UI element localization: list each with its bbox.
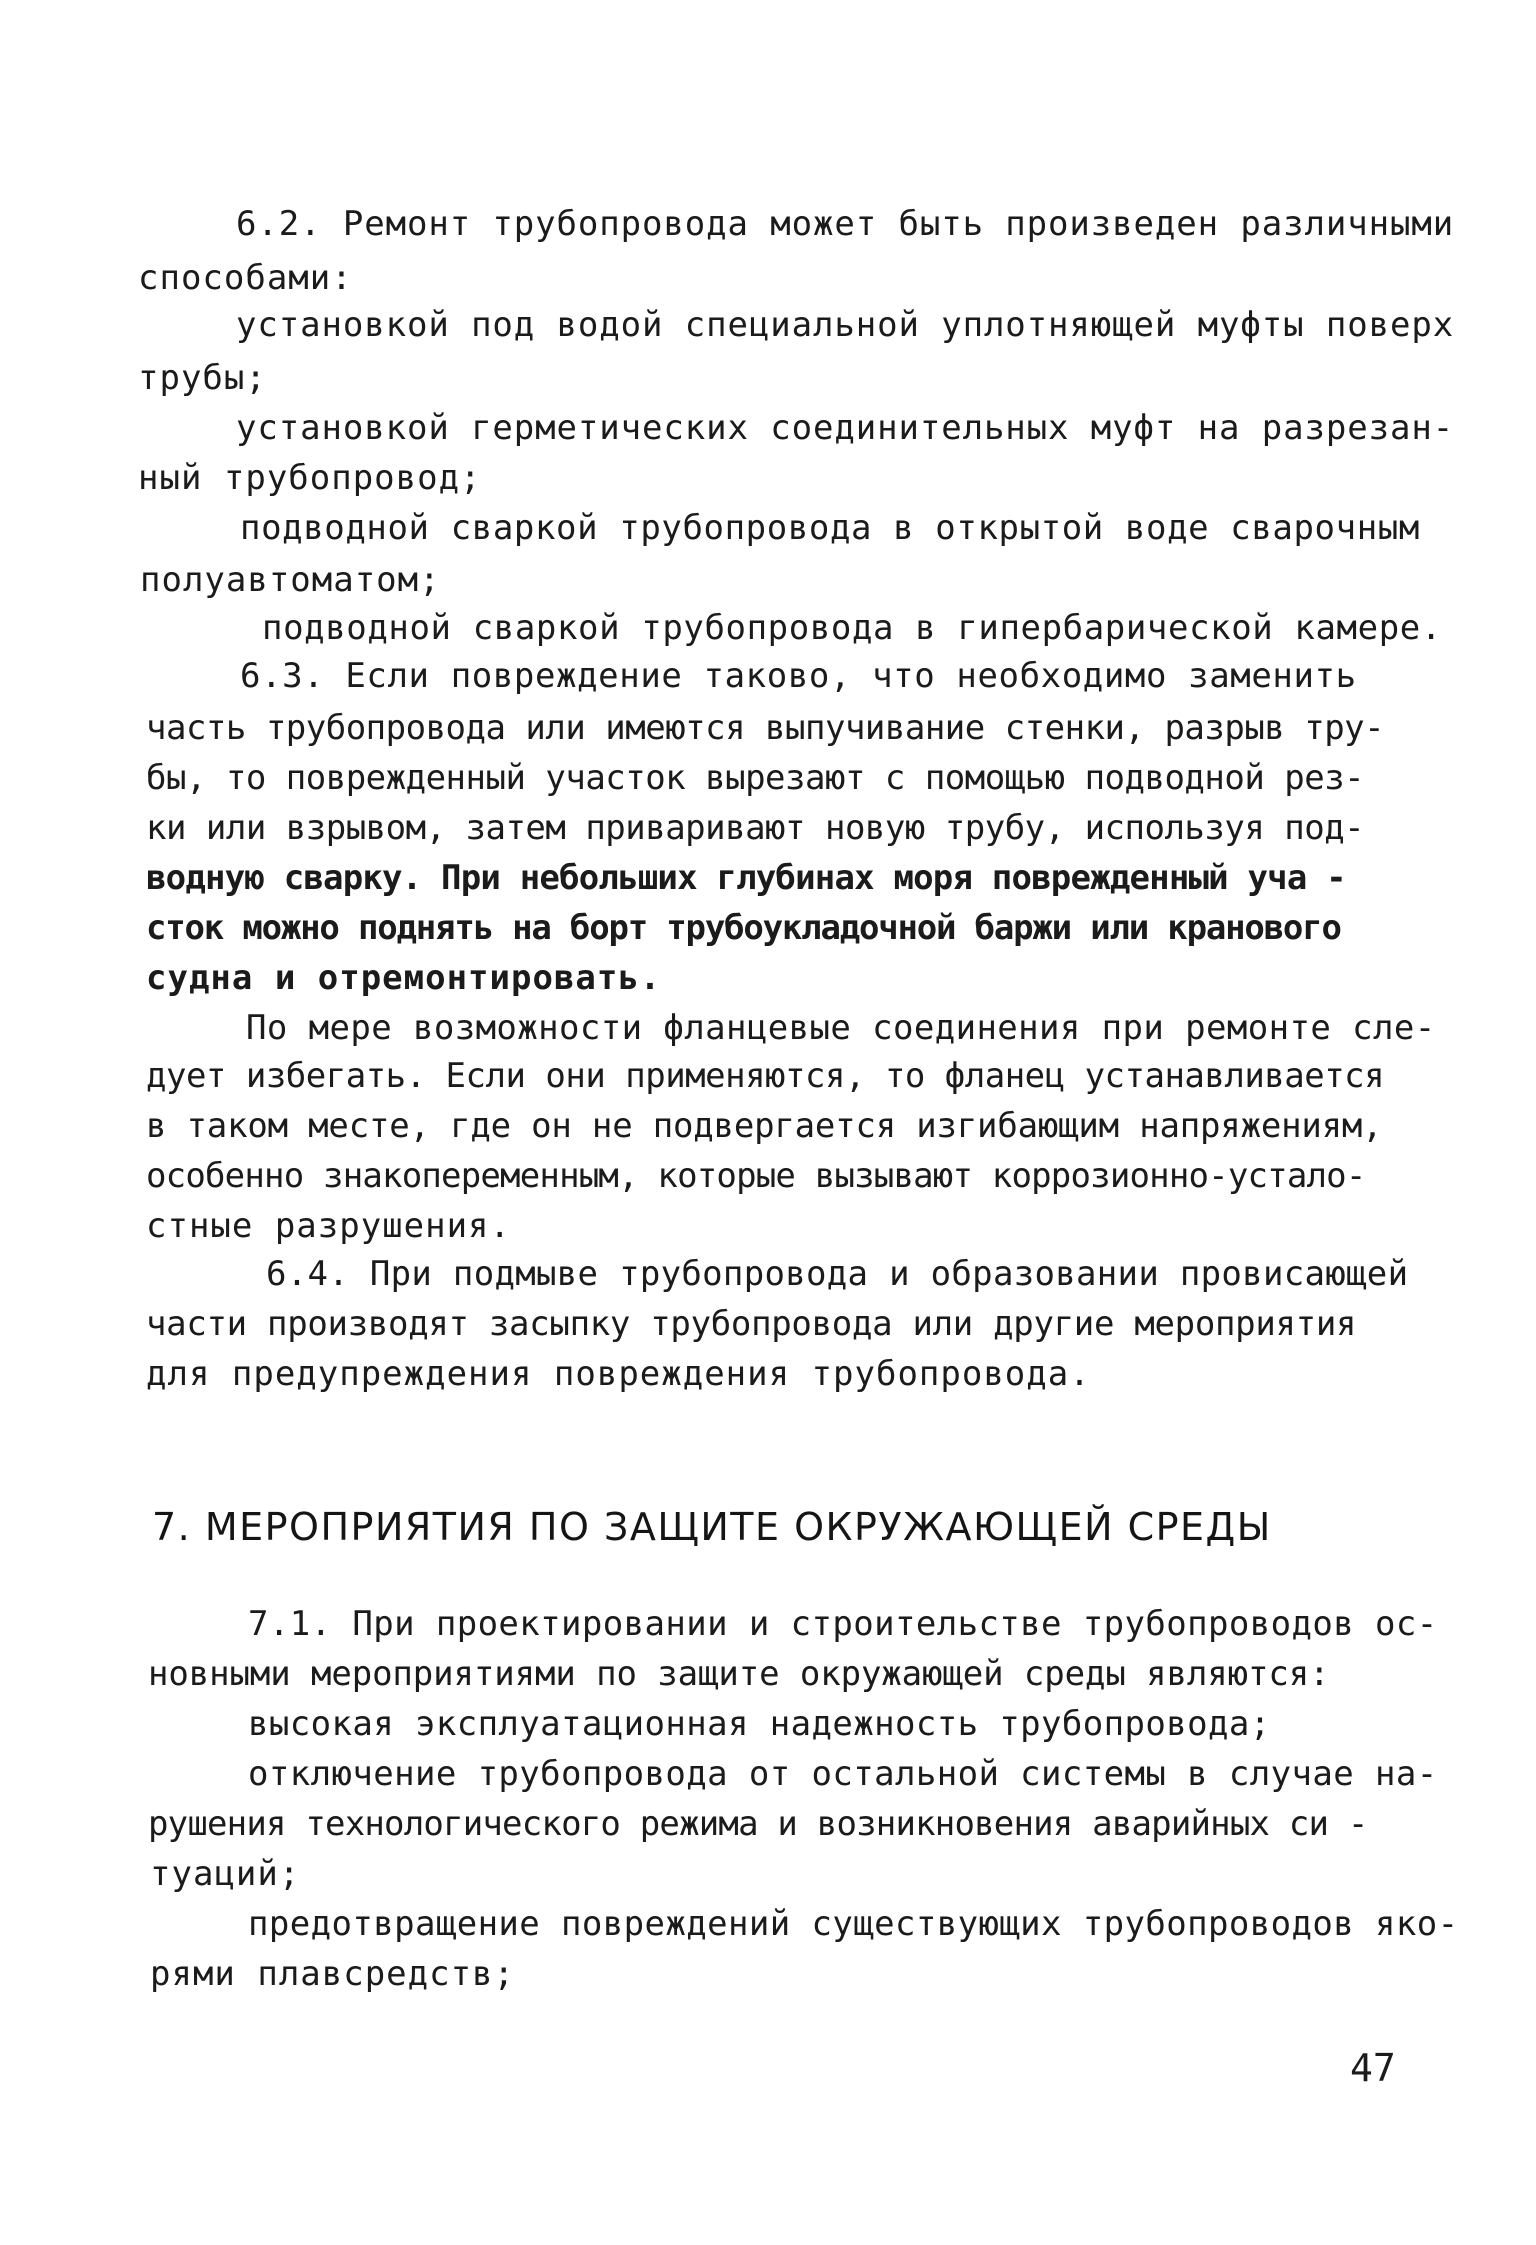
- text-line: способами:: [138, 258, 353, 298]
- text-line: новными мероприятиями по защите окружающей среды являются:: [148, 1654, 1330, 1694]
- text-line: предотвращение повреждений существующих трубопроводов яко-: [248, 1904, 1459, 1944]
- text-line: высокая эксплуатационная надежность трубопровода;: [248, 1704, 1271, 1744]
- text-line: части производят засыпку трубопровода или другие мероприятия: [146, 1304, 1357, 1344]
- text-line: По мере возможности фланцевые соединения при ремонте сле-: [246, 1008, 1436, 1048]
- section-heading: 7. МЕРОПРИЯТИЯ ПО ЗАЩИТЕ ОКРУЖАЮЩЕЙ СРЕДЫ: [152, 1505, 1272, 1549]
- text-line: подводной сваркой трубопровода в открытой воде сварочным: [240, 508, 1420, 548]
- text-line: трубы;: [138, 358, 267, 398]
- text-line: туаций;: [150, 1854, 301, 1894]
- text-line: подводной сваркой трубопровода в гипербарической камере.: [262, 608, 1442, 648]
- text-line: 6.2. Ремонт трубопровода может быть произведен различными: [236, 204, 1455, 244]
- text-line: полуавтоматом;: [140, 560, 441, 600]
- text-line: сток можно поднять на борт трубоукладочной баржи или кранового: [146, 908, 1341, 948]
- text-line: 6.3. Если повреждение таково, что необходимо заменить: [240, 656, 1357, 696]
- text-line: в таком месте, где он не подвергается изгибающим напряжениям,: [146, 1106, 1383, 1146]
- text-line: стные разрушения.: [146, 1206, 511, 1246]
- text-line: 6.4. При подмыве трубопровода и образовании провисающей: [266, 1254, 1409, 1294]
- text-line: установкой герметических соединительных муфт на разрезан-: [236, 408, 1455, 448]
- text-line: дует избегать. Если они применяются, то фланец устанавливается: [146, 1056, 1385, 1096]
- text-line: водную сварку. При небольших глубинах моря поврежденный уча -: [146, 858, 1346, 898]
- text-line: судна и отремонтировать.: [146, 958, 662, 998]
- text-line: бы, то поврежденный участок вырезают с помощью подводной рез-: [146, 758, 1365, 798]
- text-line: 7.1. При проектировании и строительстве трубопроводов ос-: [248, 1604, 1438, 1644]
- text-line: ки или взрывом, затем приваривают новую трубу, используя под-: [146, 808, 1365, 848]
- text-line: для предупреждения повреждения трубопровода.: [146, 1354, 1091, 1394]
- text-line: ный трубопровод;: [138, 458, 482, 498]
- text-line: рушения технологического режима и возникновения аварийных си -: [148, 1804, 1368, 1844]
- text-line: установкой под водой специальной уплотняющей муфты поверх: [236, 305, 1455, 345]
- text-line: часть трубопровода или имеются выпучивание стенки, разрыв тру-: [146, 708, 1385, 748]
- text-line: рями плавсредств;: [150, 1954, 515, 1994]
- text-line: особенно знакопеременным, которые вызывают коррозионно-устало-: [146, 1156, 1366, 1196]
- text-line: отключение трубопровода от остальной системы в случае на-: [248, 1754, 1438, 1794]
- page-number: 47: [1350, 2046, 1396, 2090]
